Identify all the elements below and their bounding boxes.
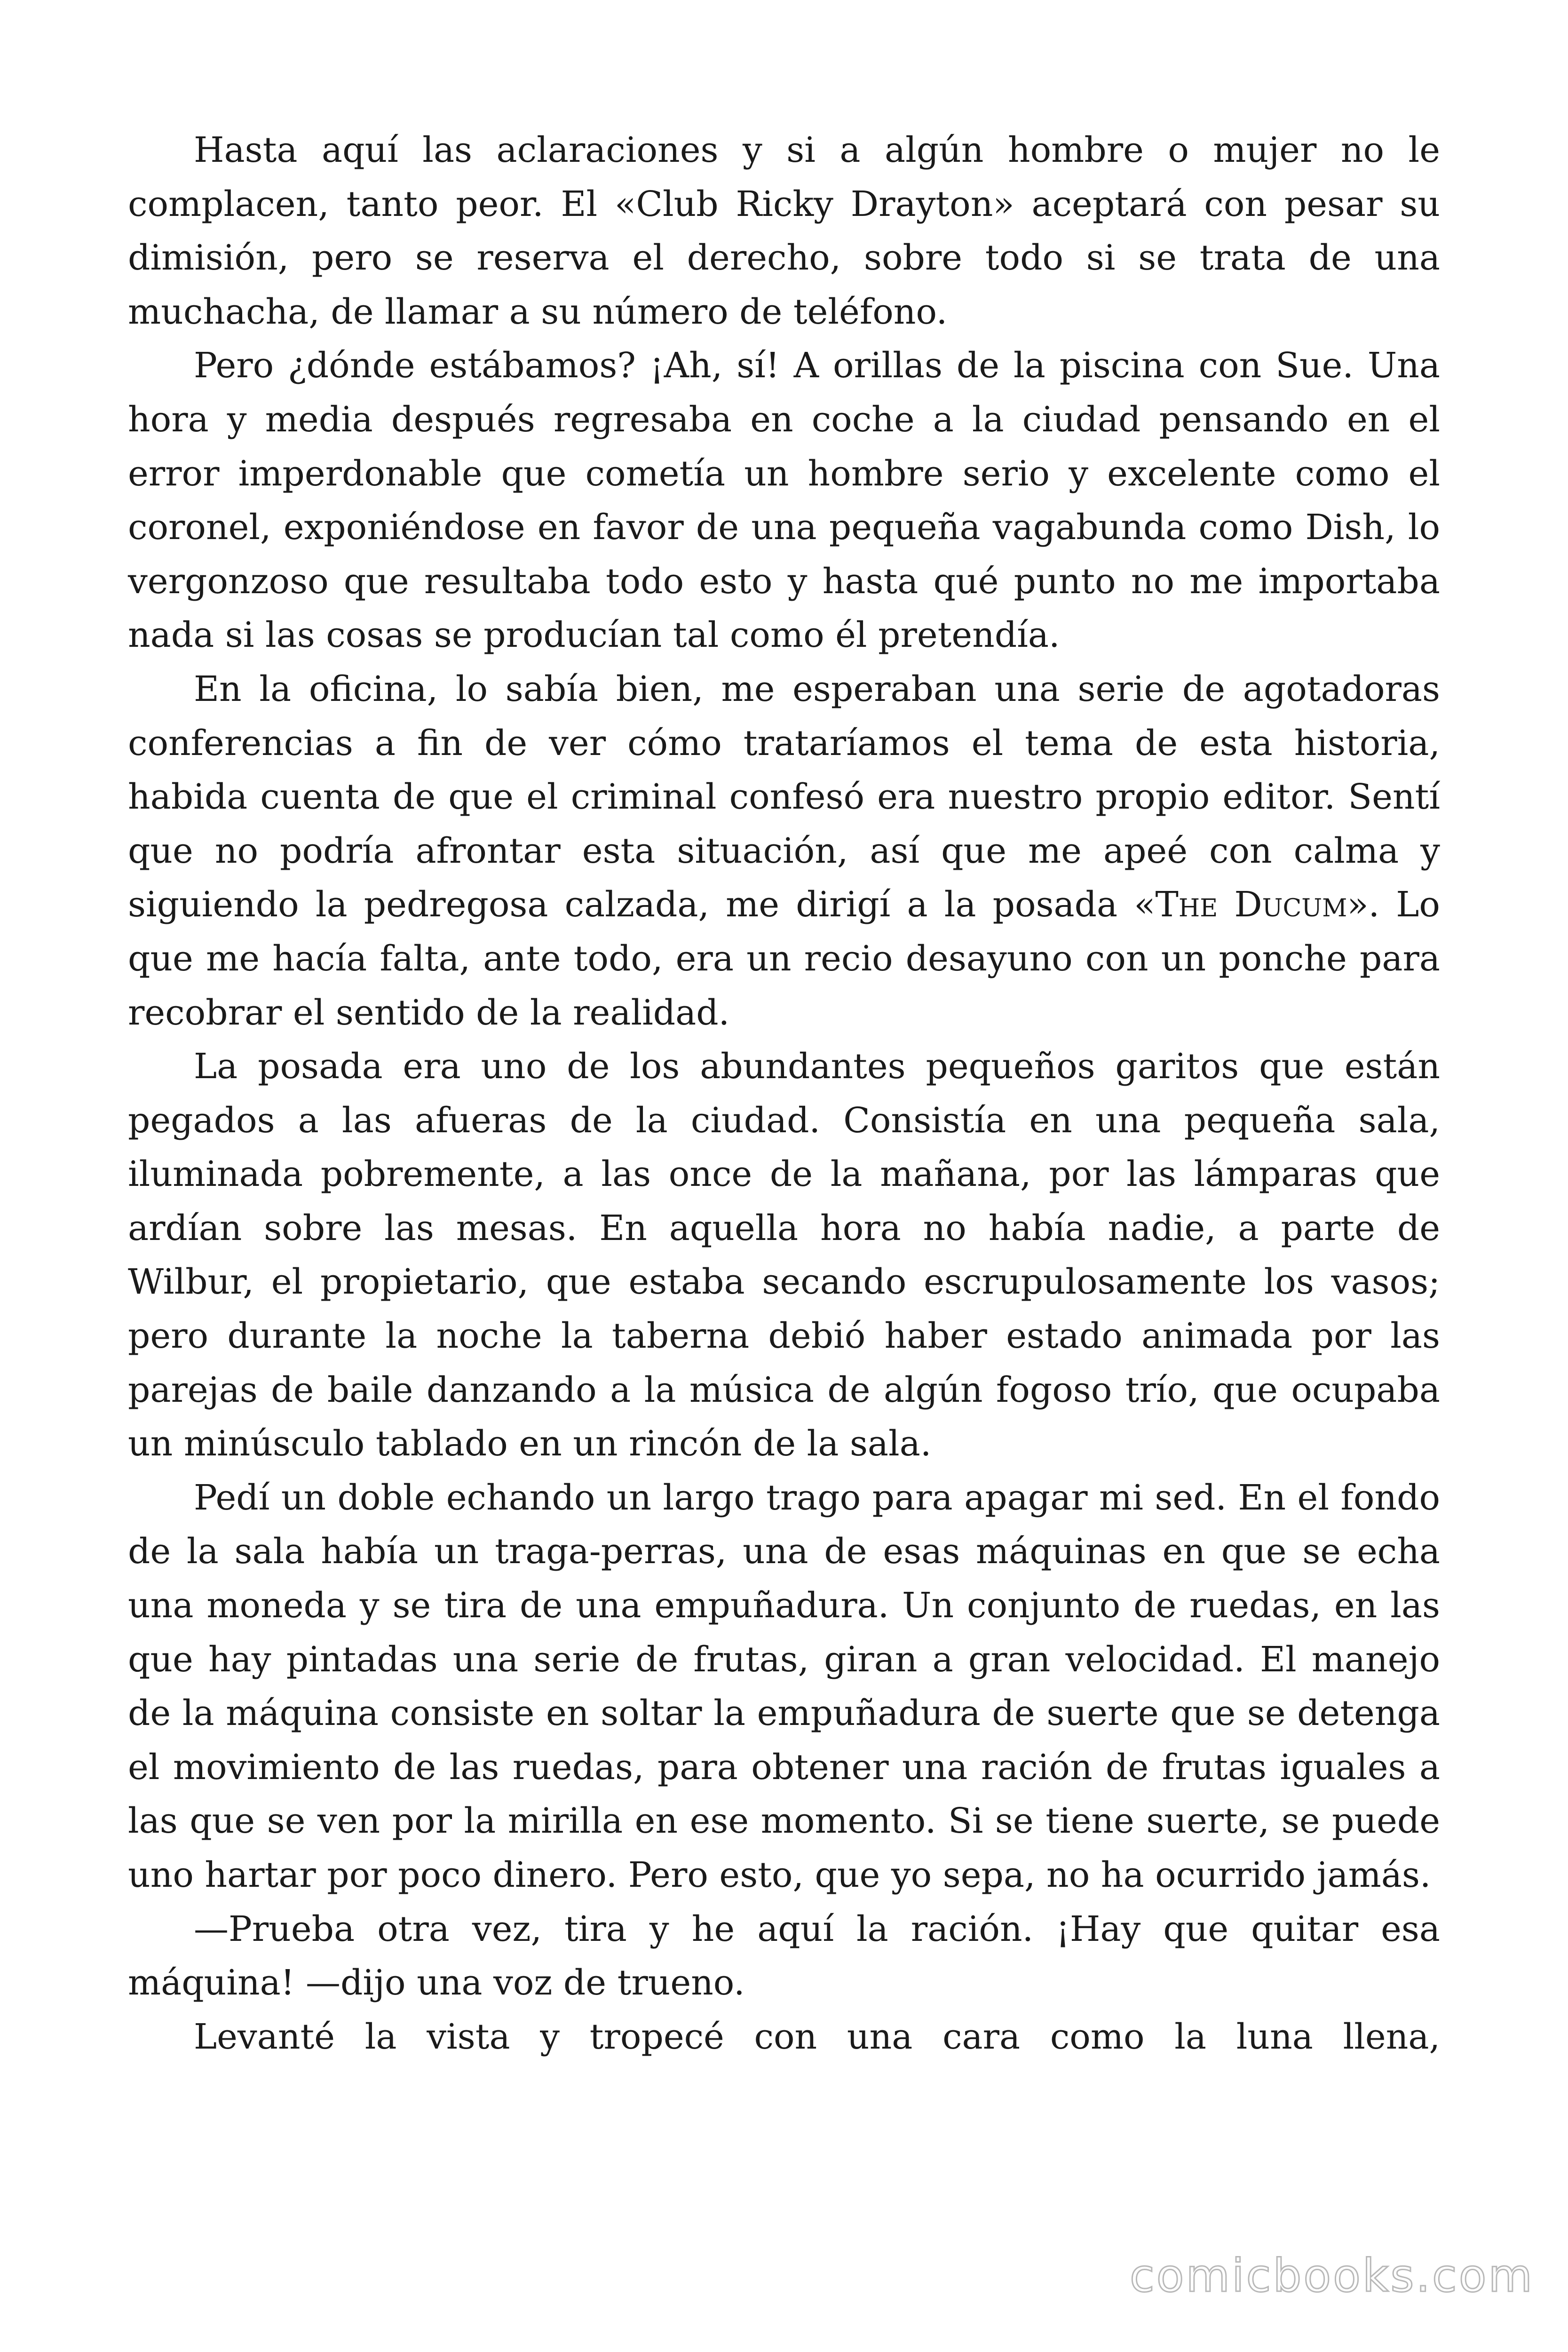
paragraph-7: Levanté la vista y tropecé con una cara como la luna llena, <box>194 2016 1440 2057</box>
paragraph-1: Hasta aquí las aclaraciones y si a algún hombre o mujer no le complacen, tanto peor. El «Club Ricky Drayton» aceptará con pesar su dimisión, pero se reserva el derecho, sobre todo si se trata de una muchacha, de llamar a su número de teléfono. <box>128 130 1440 332</box>
inn-name: The Ducum <box>1155 884 1347 925</box>
paragraph-4: La posada era uno de los abundantes pequeños garitos que están pegados a las afueras de la ciudad. Consistía en una pequeña sala, iluminada pobremente, a las once de la mañana, por las lámparas que ardían sobre las mesas. En aquella hora no había nadie, a parte de Wilbur, el propietario, que estaba secando escrupulosamente los vasos; pero durante la noche la taberna debió haber estado animada por las parejas de baile danzando a la música de algún fogoso trío, que ocupaba un minúsculo tablado en un rincón de la sala. <box>128 1046 1440 1464</box>
paragraph-3-before: En la oficina, lo sabía bien, me esperaban una serie de agotadoras conferencias a fin de ver cómo trataríamos el tema de esta historia, habida cuenta de que el criminal confesó era nuestro propio editor. Sentí que no podría afrontar esta situación, así que me apeé con calma y siguiendo la pedregosa calzada, me dirigí a la posada « <box>128 668 1440 925</box>
paragraph-3-after: ». Lo que me hacía falta, ante todo, era un recio desayuno con un ponche para recobrar el sentido de la realidad. <box>128 884 1440 1033</box>
watermark: comicbooks.com <box>1129 2249 1534 2302</box>
paragraph-6: —Prueba otra vez, tira y he aquí la ración. ¡Hay que quitar esa máquina! —dijo una voz de trueno. <box>128 1908 1440 2003</box>
paragraph-3 <box>128 662 1440 1040</box>
paragraph-5: Pedí un doble echando un largo trago para apagar mi sed. En el fondo de la sala había un traga-perras, una de esas máquinas en que se echa una moneda y se tira de una empuñadura. Un conjunto de ruedas, en las que hay pintadas una serie de frutas, giran a gran velocidad. El manejo de la máquina consiste en soltar la empuñadura de suerte que se detenga el movimiento de las ruedas, para obtener una ración de frutas iguales a las que se ven por la mirilla en ese momento. Si se tiene suerte, se puede uno hartar por poco dinero. Pero esto, que yo sepa, no ha ocurrido jamás. <box>128 1477 1440 1895</box>
paragraph-2: Pero ¿dónde estábamos? ¡Ah, sí! A orillas de la piscina con Sue. Una hora y media después regresaba en coche a la ciudad pensando en el error imperdonable que cometía un hombre serio y excelente como el coronel, exponiéndose en favor de una pequeña vagabunda como Dish, lo vergonzoso que resultaba todo esto y hasta qué punto no me importaba nada si las cosas se producían tal como él pretendía. <box>128 345 1440 656</box>
body-text <box>128 123 1440 2064</box>
